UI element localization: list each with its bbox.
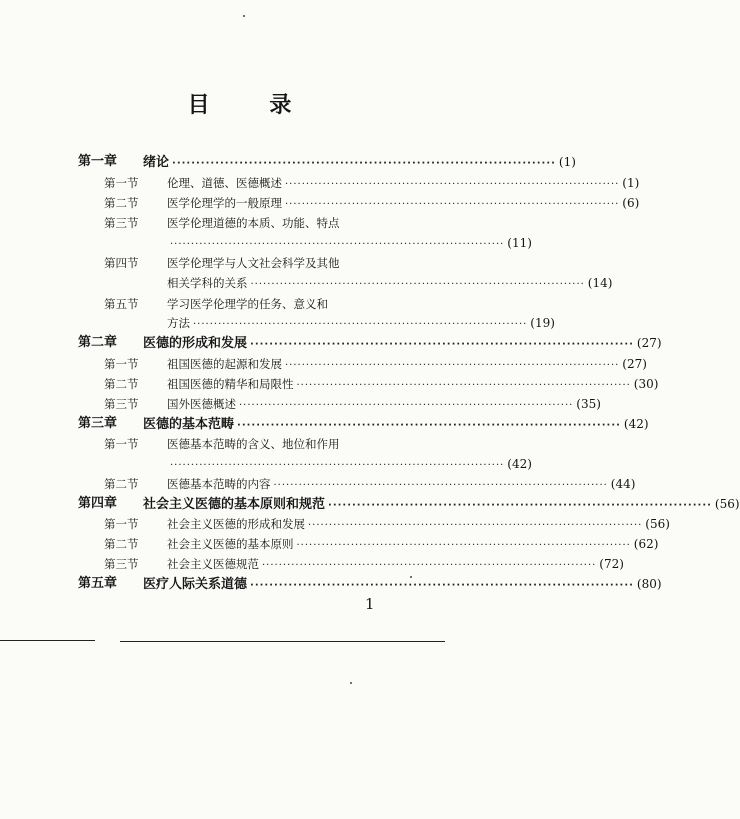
toc-continuation-line bbox=[167, 313, 555, 333]
scan-speck bbox=[350, 682, 352, 684]
toc-section-entry bbox=[104, 193, 640, 213]
toc-entry-title: 医疗人际关系道德 bbox=[143, 577, 248, 592]
toc-entry-title: 社会主义医德的形成和发展 bbox=[167, 517, 305, 531]
toc-page-ref: (35) bbox=[576, 397, 601, 411]
leader-dots: ················································································ bbox=[328, 500, 712, 511]
leader-dots: ················································································ bbox=[296, 380, 631, 391]
toc-entry-title: 社会主义医德的基本原则和规范 bbox=[143, 497, 326, 512]
toc-entry-title: 医德基本范畴的含义、地位和作用 bbox=[167, 437, 340, 451]
toc-page-ref: (6) bbox=[622, 196, 640, 210]
toc-section-entry bbox=[104, 514, 670, 534]
toc-entry-number: 第五章 bbox=[78, 576, 118, 591]
leader-dots: ················································································ bbox=[237, 420, 621, 431]
leader-dots: ················································································ bbox=[250, 580, 634, 591]
toc-page-ref: (11) bbox=[507, 236, 532, 250]
toc-chapter-entry bbox=[78, 414, 649, 434]
toc-page-ref: (56) bbox=[714, 497, 740, 511]
toc-chapter-entry bbox=[78, 574, 662, 594]
toc-section-entry bbox=[104, 434, 393, 454]
toc-entry-number: 第一节 bbox=[104, 517, 139, 531]
toc-entry-number: 第一节 bbox=[104, 176, 139, 190]
toc-chapter-entry bbox=[78, 333, 662, 353]
toc-entry-number: 第二章 bbox=[78, 335, 118, 350]
toc-page-ref: (14) bbox=[587, 276, 613, 290]
toc-entry-title: 医德的形成和发展 bbox=[143, 336, 248, 351]
toc-entry-title: 学习医学伦理学的任务、意义和 bbox=[167, 297, 328, 311]
divider-line bbox=[0, 640, 95, 641]
toc-entry-title: 社会主义医德的基本原则 bbox=[167, 537, 294, 551]
page-number: 1 bbox=[365, 595, 375, 613]
toc-section-entry bbox=[104, 173, 640, 193]
toc-entry-title: 祖国医德的起源和发展 bbox=[167, 357, 282, 371]
leader-dots: ················································································ bbox=[193, 319, 528, 330]
toc-section-entry bbox=[104, 554, 624, 574]
toc-entry-number: 第三节 bbox=[104, 557, 139, 571]
toc-chapter-entry bbox=[78, 494, 740, 514]
toc-entry-number: 第五节 bbox=[104, 297, 139, 311]
toc-entry-number: 第一节 bbox=[104, 357, 139, 371]
toc-section-entry bbox=[104, 294, 393, 314]
toc-entry-title: 绪论 bbox=[143, 155, 170, 170]
leader-dots: ················································································ bbox=[172, 158, 556, 169]
toc-entry-title: 祖国医德的精华和局限性 bbox=[167, 377, 294, 391]
leader-dots: ················································································ bbox=[170, 460, 505, 471]
scan-speck bbox=[243, 15, 245, 17]
toc-entry-number: 第二节 bbox=[104, 196, 139, 210]
leader-dots: ················································································ bbox=[170, 239, 505, 250]
toc-entry-title: 医学伦理学的一般原理 bbox=[167, 196, 282, 210]
toc-section-entry bbox=[104, 534, 659, 554]
toc-page-ref: (42) bbox=[507, 457, 532, 471]
toc-entry-title: 伦理、道德、医德概述 bbox=[167, 176, 282, 190]
toc-entry-title: 社会主义医德规范 bbox=[167, 557, 259, 571]
leader-dots: ················································································ bbox=[273, 480, 608, 491]
toc-entry-title: 医学伦理学与人文社会科学及其他 bbox=[167, 256, 340, 270]
leader-dots: ················································································ bbox=[262, 560, 597, 571]
toc-continuation-line bbox=[167, 233, 532, 253]
toc-entry-title: 医德的基本范畴 bbox=[143, 417, 235, 432]
toc-page-ref: (56) bbox=[645, 517, 670, 531]
toc-entry-number: 第四节 bbox=[104, 256, 139, 270]
toc-page-ref: (1) bbox=[622, 176, 640, 190]
toc-page-ref: (1) bbox=[558, 155, 576, 169]
toc-entry-number: 第三章 bbox=[78, 416, 118, 431]
leader-dots: ················································································ bbox=[285, 199, 620, 210]
leader-dots: ················································································ bbox=[250, 279, 585, 290]
divider-line bbox=[120, 641, 445, 642]
leader-dots: ················································································ bbox=[285, 179, 620, 190]
leader-dots: ················································································ bbox=[250, 339, 634, 350]
toc-entry-title: 国外医德概述 bbox=[167, 397, 236, 411]
toc-entry-number: 第四章 bbox=[78, 496, 118, 511]
toc-section-entry bbox=[104, 253, 393, 273]
toc-section-entry bbox=[104, 213, 393, 233]
toc-page-ref: (62) bbox=[633, 537, 659, 551]
toc-continuation-line bbox=[167, 273, 613, 293]
toc-page-ref: (42) bbox=[623, 417, 649, 431]
toc-section-entry bbox=[104, 354, 647, 374]
toc-continuation-line bbox=[167, 454, 532, 474]
toc-entry-title: 方法 bbox=[167, 316, 190, 330]
toc-page-ref: (72) bbox=[599, 557, 624, 571]
leader-dots: ················································································ bbox=[239, 400, 574, 411]
toc-section-entry bbox=[104, 374, 659, 394]
page-title: 目 录 bbox=[187, 93, 318, 118]
toc-page-ref: (30) bbox=[633, 377, 659, 391]
toc-page-ref: (27) bbox=[622, 357, 647, 371]
toc-page-ref: (44) bbox=[610, 477, 636, 491]
toc-entry-title: 相关学科的关系 bbox=[167, 276, 248, 290]
toc-entry-number: 第三节 bbox=[104, 397, 139, 411]
toc-section-entry bbox=[104, 394, 601, 414]
leader-dots: ················································································ bbox=[296, 540, 631, 551]
toc-chapter-entry bbox=[78, 152, 576, 172]
toc-entry-number: 第二节 bbox=[104, 477, 139, 491]
toc-section-entry bbox=[104, 474, 636, 494]
toc-entry-number: 第一节 bbox=[104, 437, 139, 451]
toc-entry-number: 第一章 bbox=[78, 154, 118, 169]
toc-page-ref: (80) bbox=[636, 577, 662, 591]
scan-speck bbox=[410, 576, 412, 578]
toc-entry-number: 第二节 bbox=[104, 377, 139, 391]
toc-page-ref: (27) bbox=[636, 336, 662, 350]
leader-dots: ················································································ bbox=[285, 360, 620, 371]
toc-entry-number: 第三节 bbox=[104, 216, 139, 230]
toc-entry-title: 医德基本范畴的内容 bbox=[167, 477, 271, 491]
toc-page-ref: (19) bbox=[530, 316, 555, 330]
toc-entry-number: 第二节 bbox=[104, 537, 139, 551]
leader-dots: ················································································ bbox=[308, 520, 643, 531]
toc-entry-title: 医学伦理道德的本质、功能、特点 bbox=[167, 216, 340, 230]
